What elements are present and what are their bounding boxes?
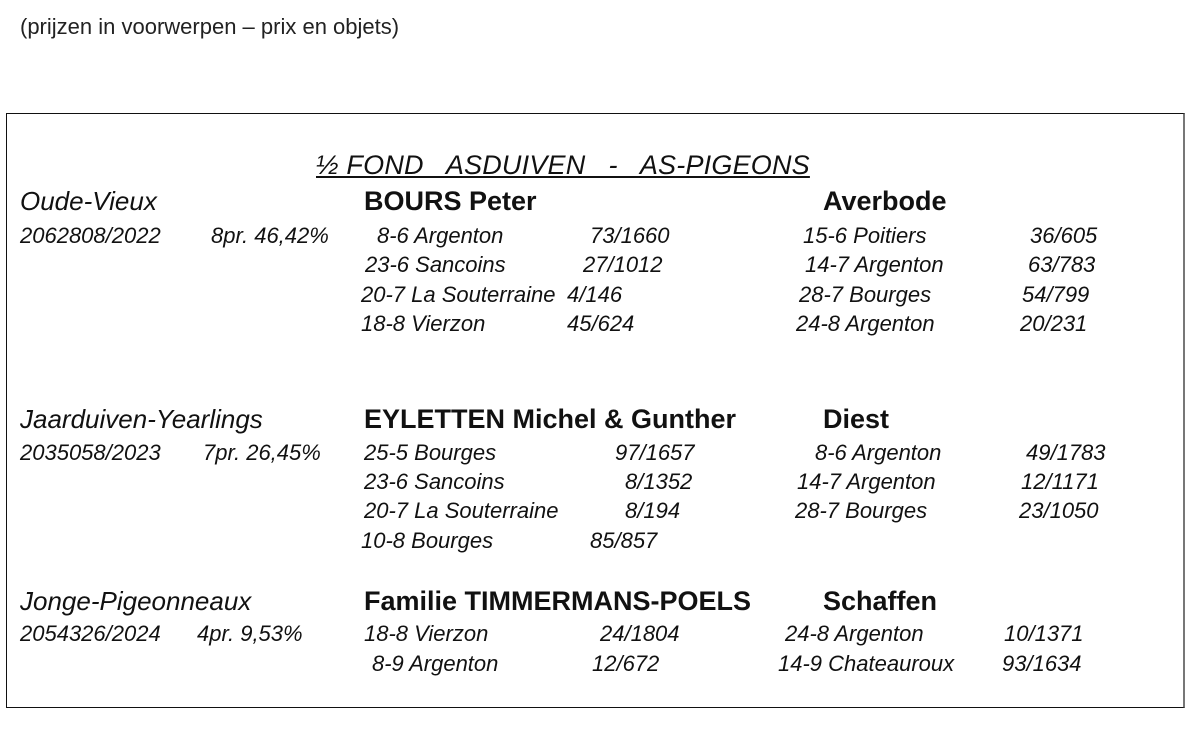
race-result: 73/1660	[590, 223, 670, 248]
race-name: 24-8 Argenton	[796, 311, 935, 336]
category-label: Jonge-Pigeonneaux	[20, 586, 252, 616]
race-result: 63/783	[1028, 252, 1096, 277]
ring-number: 2062808/2022	[20, 223, 161, 248]
race-result: 10/1371	[1004, 621, 1084, 646]
race-result: 45/624	[567, 311, 635, 336]
race-name: 20-7 La Souterraine	[361, 282, 556, 307]
prize-stats: 4pr. 9,53%	[197, 621, 303, 646]
owner-location: Diest	[823, 404, 890, 434]
race-name: 18-8 Vierzon	[361, 311, 486, 336]
race-name: 8-9 Argenton	[372, 651, 499, 676]
race-result: 36/605	[1030, 223, 1098, 248]
race-name: 25-5 Bourges	[364, 440, 497, 465]
race-name: 23-6 Sancoins	[364, 469, 505, 494]
race-name: 14-9 Chateauroux	[778, 651, 955, 676]
race-name: 28-7 Bourges	[799, 282, 932, 307]
page-title: ½ FOND ASDUIVEN - AS-PIGEONS	[316, 150, 810, 180]
race-result: 8/1352	[625, 469, 693, 494]
race-name: 23-6 Sancoins	[365, 252, 506, 277]
category-label: Jaarduiven-Yearlings	[20, 404, 263, 434]
race-result: 27/1012	[583, 252, 663, 277]
race-result: 23/1050	[1019, 498, 1099, 523]
prize-stats: 7pr. 26,45%	[203, 440, 321, 465]
owner-name: Familie TIMMERMANS-POELS	[364, 586, 752, 616]
race-result: 93/1634	[1002, 651, 1082, 676]
race-name: 18-8 Vierzon	[364, 621, 489, 646]
race-result: 20/231	[1020, 311, 1088, 336]
race-name: 14-7 Argenton	[797, 469, 936, 494]
race-result: 24/1804	[600, 621, 680, 646]
race-name: 20-7 La Souterraine	[364, 498, 559, 523]
ring-number: 2054326/2024	[20, 621, 161, 646]
race-result: 85/857	[590, 528, 658, 553]
owner-location: Schaffen	[823, 586, 938, 616]
owner-name: EYLETTEN Michel & Gunther	[364, 404, 737, 434]
race-name: 10-8 Bourges	[361, 528, 494, 553]
race-name: 24-8 Argenton	[785, 621, 924, 646]
race-name: 8-6 Argenton	[377, 223, 504, 248]
race-result: 49/1783	[1026, 440, 1106, 465]
race-result: 8/194	[625, 498, 681, 523]
race-name: 14-7 Argenton	[805, 252, 944, 277]
race-result: 4/146	[567, 282, 623, 307]
subtitle: (prijzen in voorwerpen – prix en objets)	[20, 14, 400, 39]
race-name: 8-6 Argenton	[815, 440, 942, 465]
race-result: 12/1171	[1021, 469, 1099, 494]
prize-stats: 8pr. 46,42%	[211, 223, 329, 248]
race-result: 54/799	[1022, 282, 1090, 307]
category-label: Oude-Vieux	[20, 186, 157, 216]
ring-number: 2035058/2023	[20, 440, 161, 465]
race-result: 12/672	[592, 651, 660, 676]
race-name: 15-6 Poitiers	[803, 223, 927, 248]
owner-location: Averbode	[823, 186, 947, 216]
race-result: 97/1657	[615, 440, 695, 465]
race-name: 28-7 Bourges	[795, 498, 928, 523]
owner-name: BOURS Peter	[364, 186, 537, 216]
